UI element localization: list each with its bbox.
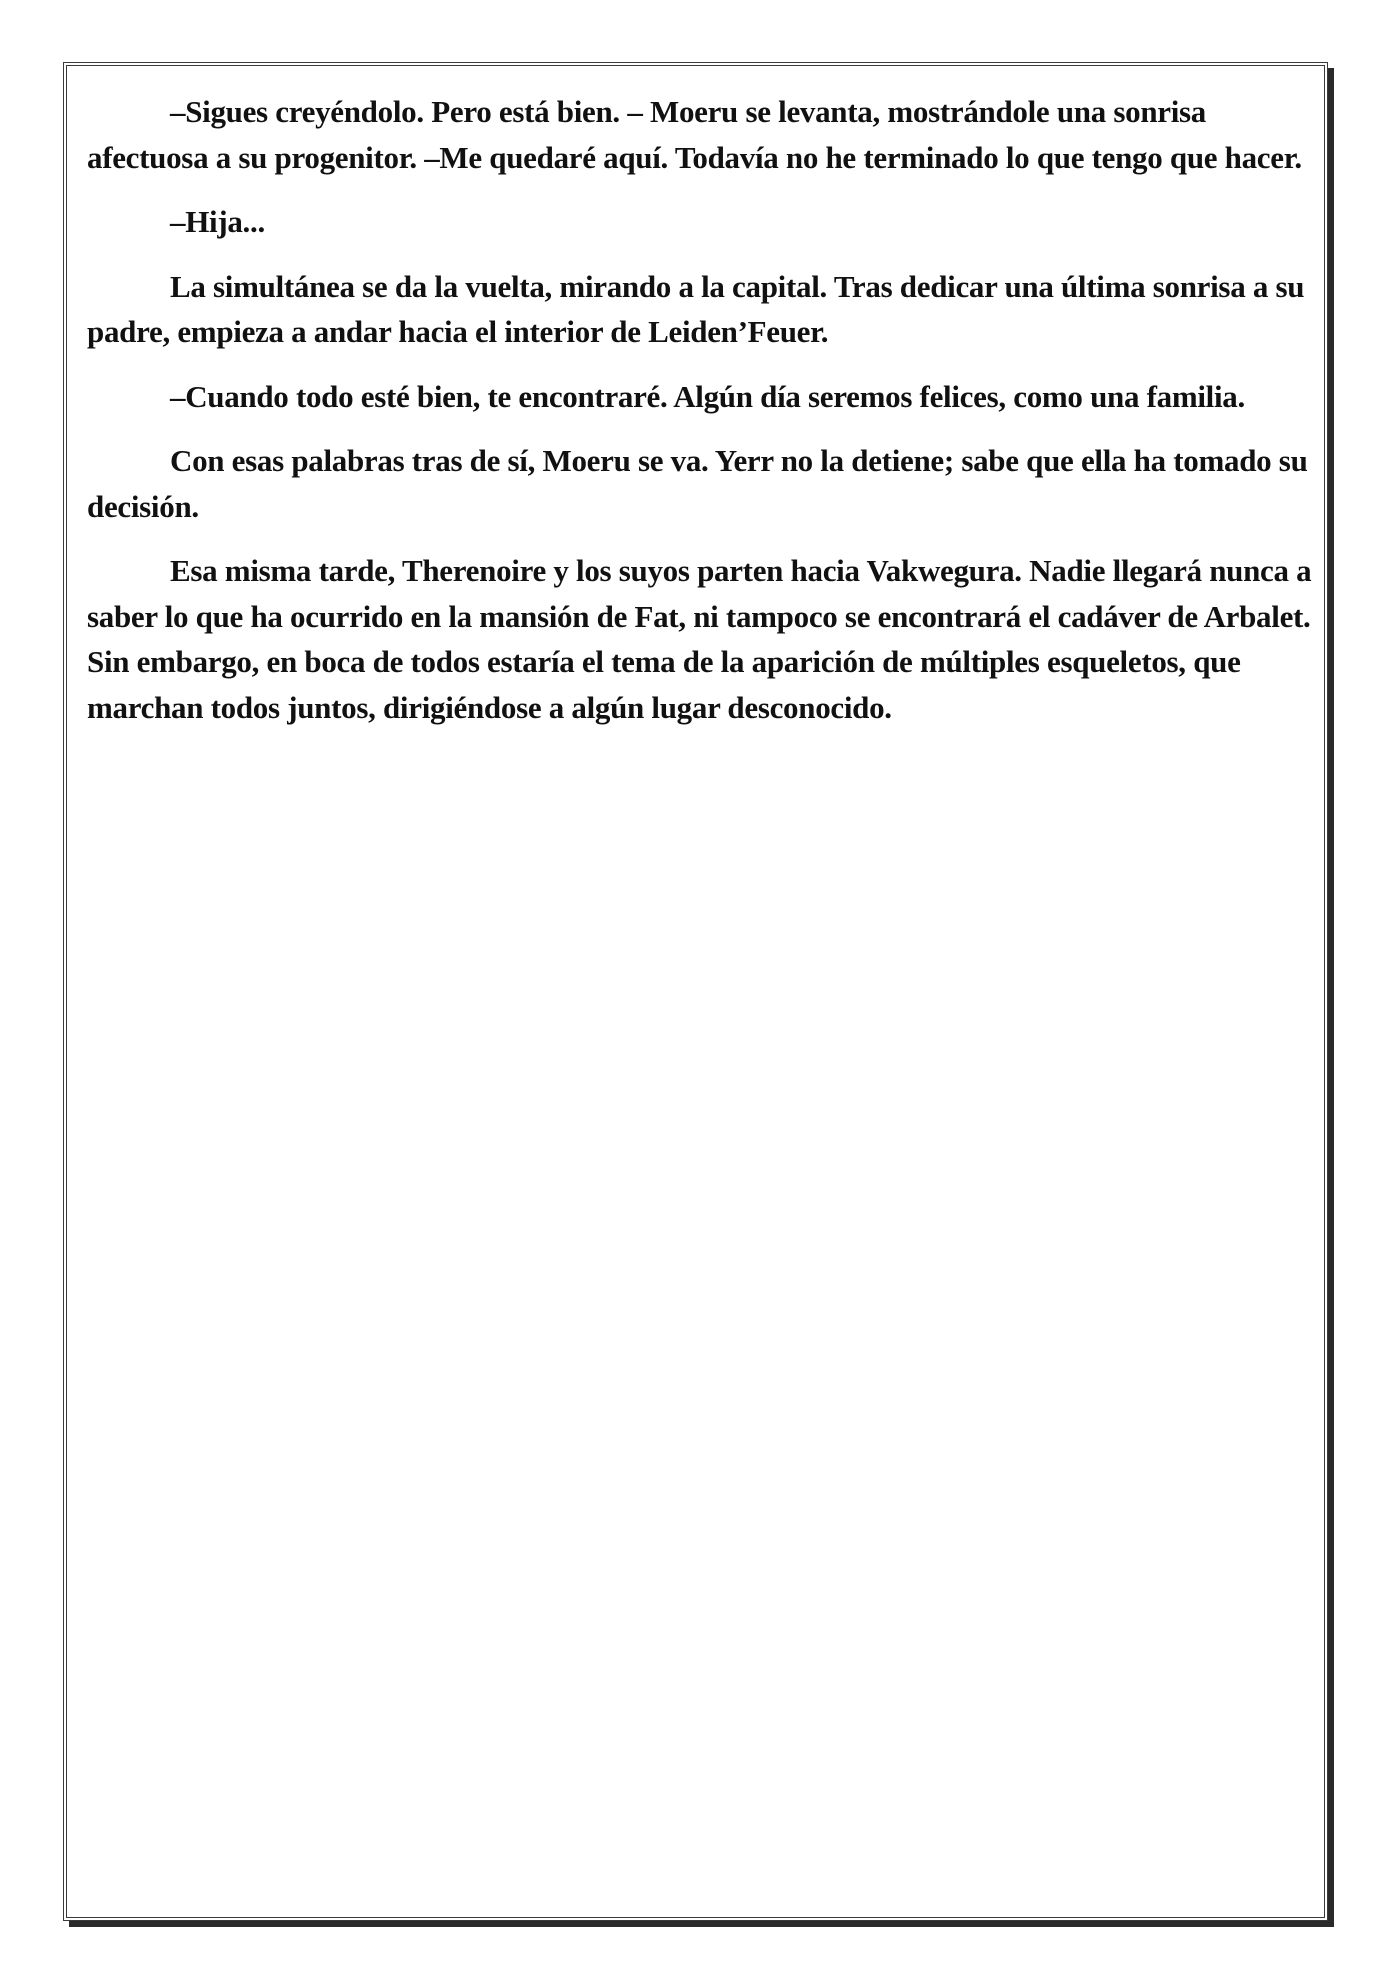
paragraph-4: –Cuando todo esté bien, te encontraré. Algún día seremos felices, como una familia. [170, 378, 1245, 414]
paragraph-2: –Hija... [170, 204, 265, 239]
paragraph-1: –Sigues creyéndolo. Pero está bien. – Moeru se levanta, mostrándole una sonrisa afectuosa a su progenitor. –Me quedaré aquí. Todavía no he terminado lo que tengo que hacer. [87, 94, 1302, 175]
page-frame [63, 62, 1328, 1921]
paragraph-6: Esa misma tarde, Therenoire y los suyos parten hacia Vakwegura. Nadie llegará nunca a saber lo que ha ocurrido en la mansión de Fat, ni tampoco se encontrará el cadáver de Arbalet. Sin embargo, en boca de todos estaría el tema de la aparición de múltiples esqueletos, que marchan todos juntos, dirigiéndose a algún lugar desconocido. [87, 553, 1312, 725]
document-body [87, 89, 1312, 749]
paragraph-5: Con esas palabras tras de sí, Moeru se va. Yerr no la detiene; sabe que ella ha tomado su decisión. [87, 443, 1308, 524]
paragraph-3: La simultánea se da la vuelta, mirando a la capital. Tras dedicar una última sonrisa a su padre, empieza a andar hacia el interior de Leiden’Feuer. [87, 268, 1305, 349]
